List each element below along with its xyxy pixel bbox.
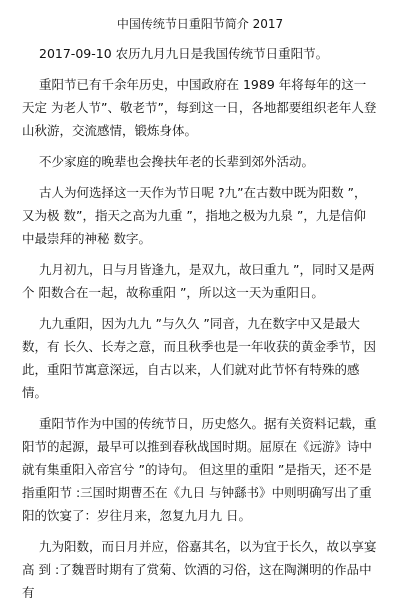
paragraph-origin-numbers: 古人为何选择这一天作为节日呢 ?九”在古数中既为阳数 ”，又为极 数”，指天之高为九重 ”，指地之极为九泉 ”，九是信仰中最崇拜的神秘 数字。 <box>22 185 367 246</box>
paragraph-longevity: 九九重阳，因为九九 ”与久久 ”同音，九在数字中又是最大数，有 长久、长寿之意，而且秋季也是一年收获的黄金季节，因此，重阳节寓意深远，自古以来，人们就对此节怀有特殊的感情。 <box>22 316 376 400</box>
paragraph-double-nine: 九月初九，日与月皆逢九，是双九，故曰重九 ”，同时又是两个 阳数合在一起，故称重阳 ”，所以这一天为重阳日。 <box>22 262 375 300</box>
paragraph-family: 不少家庭的晚辈也会搀扶年老的长辈到郊外活动。 <box>39 154 315 169</box>
document-title: 中国传统节日重阳节简介 2017 <box>116 17 284 31</box>
paragraph-date: 2017-09-10 农历九月九日是我国传统节日重阳节。 <box>39 46 329 61</box>
paragraph-history-records: 重阳节作为中国的传统节日，历史悠久。据有关资料记载，重阳节的起源，最早可以推到春秋战国时期。屈原在《远游》诗中就有集重阳入帝宫兮 ”的诗句。 但这里的重阳 ”是指天，还不是指重阳节 :三国时期曹丕在《九日 与钟繇书》中则明确写出了重阳的饮宴了：岁往月来，忽复九月九 日。 <box>22 416 377 523</box>
paragraph-customs: 九为阳数，而日月并应，俗嘉其名，以为宜于长久，故以享宴高 到 :了魏晋时期有了赏菊、饮酒的习俗，这在陶渊明的作品中有 <box>22 539 377 600</box>
paragraph-history: 重阳节已有千余年历史，中国政府在 1989 年将每年的这一天定 为老人节”、敬老节”，每到这一日，各地都要组织老年人登山秋游，交流感情，锻炼身体。 <box>22 77 377 138</box>
